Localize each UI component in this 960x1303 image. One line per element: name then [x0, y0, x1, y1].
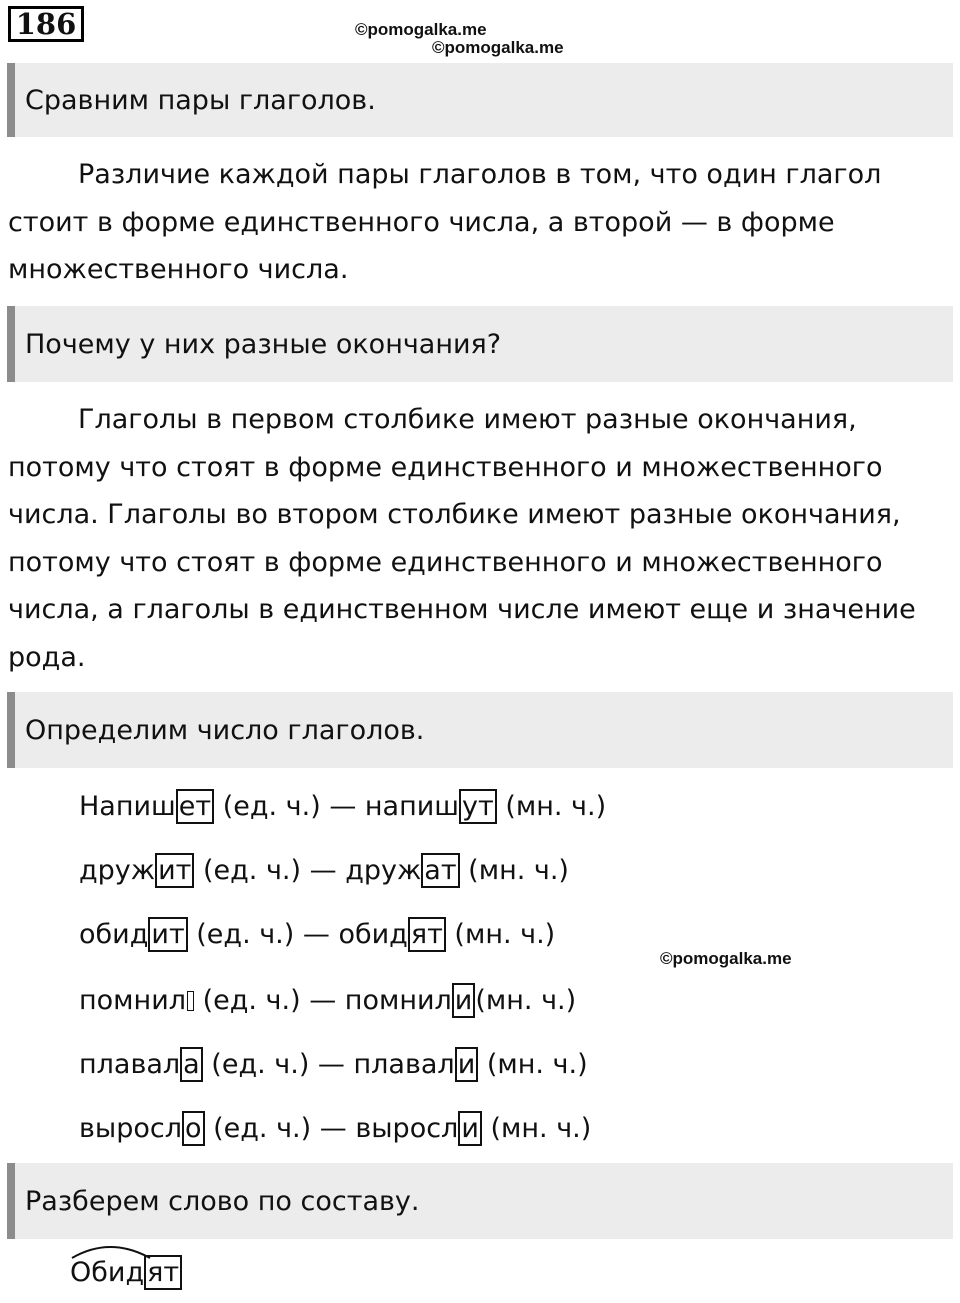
question-text: Сравним пары глаголов. — [25, 85, 376, 116]
ending-box: ет — [176, 789, 214, 824]
question-text: Почему у них разные окончания? — [25, 329, 502, 360]
verb-pair: Напиш ет (ед. ч.) — напиш ут (мн. ч.) — [79, 791, 607, 822]
task-number: 186 — [8, 6, 84, 42]
watermark: ©pomogalka.me — [660, 949, 792, 968]
ending-box: ут — [459, 789, 497, 824]
stem: Обид — [70, 1257, 145, 1288]
answer-paragraph: Различие каждой пары глаголов в том, что один глагол стоит в форме единственного числа, а второй — в форме множественного числа. — [8, 159, 882, 285]
question-text: Разберем слово по составу. — [25, 1186, 420, 1217]
watermark: ©pomogalka.me — [432, 38, 564, 57]
ending-box: а — [180, 1047, 203, 1082]
question-bar — [7, 306, 953, 382]
zero-ending-box — [187, 991, 194, 1011]
verb-pair: друж ит (ед. ч.) — друж ат (мн. ч.) — [79, 855, 569, 886]
ending-box: о — [182, 1111, 205, 1146]
ending-box: ат — [421, 853, 459, 888]
ending-box: и — [458, 1111, 482, 1146]
question-bar — [7, 1163, 953, 1239]
verb-pair: обид ит (ед. ч.) — обид ят (мн. ч.) — [79, 919, 556, 950]
verb-pair: выросл о (ед. ч.) — выросл и (мн. ч.) — [79, 1113, 592, 1144]
answer-paragraph: Глаголы в первом столбике имеют разные окончания, потому что стоят в форме единственного и множественного числа. Глаголы во втором столбике имеют разные окончания, потому что стоят в форме единственного и множественного числа, а глаголы в единственном числе имеют еще и значение рода. — [8, 404, 916, 673]
ending-box: и — [452, 983, 476, 1018]
verb-pair: помнил (ед. ч.) — помнил и (мн. ч.) — [79, 985, 577, 1016]
question-text: Определим число глаголов. — [25, 715, 425, 746]
verb-pair: плавал а (ед. ч.) — плавал и (мн. ч.) — [79, 1049, 588, 1080]
ending-box: ят — [408, 917, 446, 952]
ending-box: ит — [155, 853, 194, 888]
question-bar — [7, 692, 953, 768]
ending-box: и — [455, 1047, 479, 1082]
ending-box: ит — [148, 917, 187, 952]
ending-box: ят — [144, 1255, 182, 1290]
question-bar — [7, 63, 953, 137]
watermark: ©pomogalka.me — [355, 20, 487, 39]
